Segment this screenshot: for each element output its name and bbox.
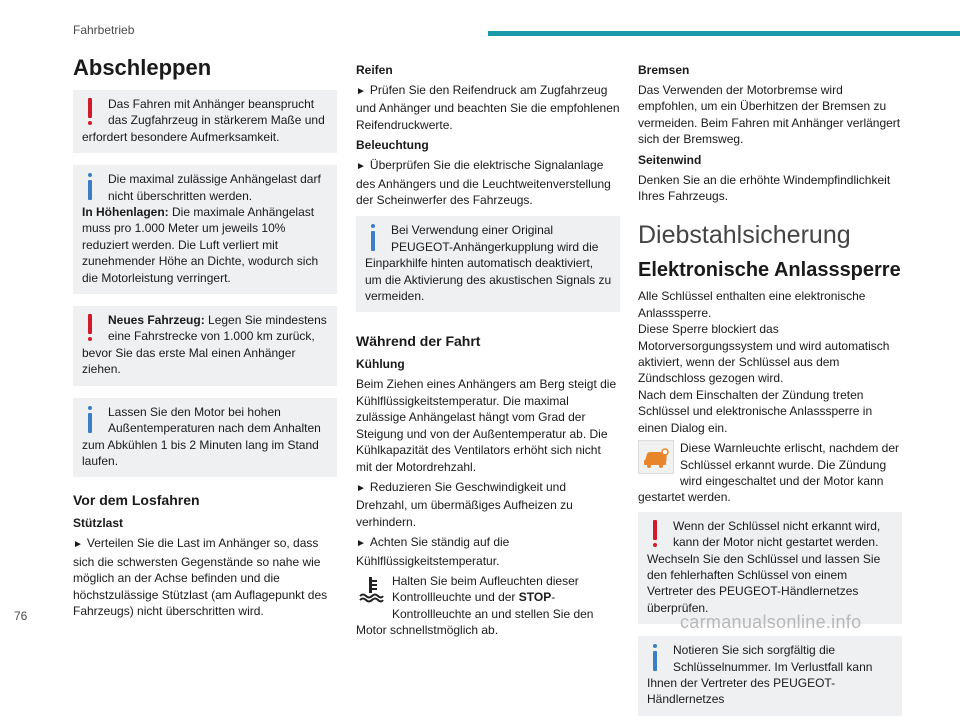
heading-elektronische-anlasssperre: Elektronische Anlasssperre — [638, 259, 901, 282]
info-text: Notieren Sie sich sorgfältig die Schlüsselnummer. Im Verlustfall kann Ihnen der Vertreter des PEUGEOT-Händlernetzes — [647, 643, 873, 707]
bullet-beleuchtung: ► Überprüfen Sie die elektrische Signalanlage des Anhängers und die Leuchtweitenverstellung der Scheinwerfer des Fahrzeugs. — [356, 158, 611, 208]
bullet-watch-temp: ► Achten Sie ständig auf die Kühlflüssigkeitstemperatur. — [356, 535, 510, 568]
warning-box-trailer — [73, 90, 337, 153]
warning-box-key-not-recognized — [638, 512, 902, 624]
bullet-stuetzlast: ► Verteilen Sie die Last im Anhänger so, dass sich die schwersten Gegenstände so nahe wie möglich an der Achse befinden und die höchstzulässige Stützlast (am Auflagepunkt des Fahrzeugs) nicht überschritten wird. — [73, 536, 328, 618]
coolant-warning-row: Halten Sie beim Aufleuchten dieser Kontrollleuchte und der STOP-Kontrollleuchte an und stellen Sie den Motor schnellstmöglich ab. — [356, 573, 594, 638]
column-1 — [73, 54, 337, 623]
paragraph-anlass-2: Diese Sperre blockiert das Motorversorgungssystem und wird automatisch aktiviert, wenn der Schlüssel aus dem Zündschloss gezogen wird. — [638, 322, 890, 386]
arrow-bullet-icon: ► — [356, 86, 366, 97]
paragraph-anlass-1: Alle Schlüssel enthalten eine elektronische Anlasssperre. — [638, 289, 866, 320]
info-icon — [647, 642, 667, 674]
arrow-bullet-icon: ► — [73, 539, 83, 551]
section-title-diebstahlsicherung: Diebstahlsicherung — [638, 221, 851, 250]
info-box-key-number — [638, 636, 902, 716]
info-icon — [365, 222, 385, 254]
info-text-continued: Die maximale Anhängelast muss pro 1.000 Meter um jeweils 10% reduziert werden. Die Luft verliert mit zunehmender Höhe an Dichte, wodurch sich die Motorleistung verringert. — [82, 205, 319, 285]
warning-bold-label: Neues Fahrzeug: — [108, 313, 205, 328]
header-accent-bar — [488, 31, 960, 36]
section-title-abschleppen: Abschleppen — [73, 55, 212, 80]
warning-box-new-vehicle — [73, 306, 337, 386]
info-text: Bei Verwendung einer Original PEUGEOT-Anhängerkupplung wird die Einparkhilfe hinten automatisch deaktiviert, um die Aktivierung des akustischen Signals zu vermeiden. — [365, 223, 612, 304]
heading-bremsen: Bremsen — [638, 63, 690, 77]
bullet-reduce-speed: ► Reduzieren Sie Geschwindigkeit und Drehzahl, um übermäßiges Aufheizen zu verhindern. — [356, 479, 573, 529]
info-text: Die maximal zulässige Anhängelast darf nicht überschritten werden. — [108, 172, 321, 203]
header-section-title: Fahrbetrieb — [73, 23, 135, 37]
watermark: carmanualsonline.info — [680, 612, 862, 632]
warning-text: Legen Sie mindestens eine Fahrstrecke von 1.000 km zurück, bevor Sie das erste Mal einen Anhänger ziehen. — [82, 313, 327, 377]
heading-waehrend-der-fahrt: Während der Fahrt — [356, 333, 481, 350]
warning-icon — [82, 312, 102, 344]
warning-text: Wenn der Schlüssel nicht erkannt wird, kann der Motor nicht gestartet werden. Wechseln Sie den Schlüssel und lassen Sie den fehlerhaften Schlüssel von einem Vertreter des PEUGEOT-Händlernetzes überprüfen. — [647, 518, 881, 615]
warning-icon — [82, 96, 102, 128]
info-icon — [82, 171, 102, 203]
bullet-reifen: ► Prüfen Sie den Reifendruck am Zugfahrzeug und Anhänger und beachten Sie die empfohlenen Reifendruckwerte. — [356, 83, 620, 132]
page-number: 76 — [14, 609, 28, 623]
info-text: Lassen Sie den Motor bei hohen Außentemperaturen nach dem Anhalten zum Abkühlen 1 bis 2 Minuten lang im Stand laufen. — [82, 404, 321, 468]
immobiliser-warning-icon — [638, 440, 674, 474]
warning-icon — [647, 518, 667, 550]
heading-kuehlung: Kühlung — [356, 357, 405, 372]
heading-seitenwind: Seitenwind — [638, 152, 702, 167]
info-icon — [82, 404, 102, 436]
coolant-temperature-icon — [356, 573, 386, 605]
arrow-bullet-icon: ► — [356, 482, 366, 494]
arrow-bullet-icon: ► — [356, 538, 366, 550]
paragraph-seitenwind: Denken Sie an die erhöhte Windempfindlichkeit Ihres Fahrzeugs. — [638, 172, 891, 204]
column-2 — [356, 58, 620, 643]
paragraph-anlass-3: Nach dem Einschalten der Zündung treten Schlüssel und elektronische Anlasssperre in einen Dialog ein. — [638, 387, 873, 435]
info-box-load — [73, 165, 337, 294]
immobiliser-warning-row: Diese Warnleuchte erlischt, nachdem der Schlüssel erkannt wurde. Die Zündung wird eingeschaltet und der Motor kann gestartet werden. — [638, 441, 899, 505]
arrow-bullet-icon: ► — [356, 161, 366, 173]
heading-vor-dem-losfahren: Vor dem Losfahren — [73, 492, 200, 509]
paragraph-kuehlung: Beim Ziehen eines Anhängers am Berg steigt die Kühlflüssigkeitstemperatur. Die maximal zulässige Anhängelast hängt vom Grad der Steigung und von der Außentemperatur ab. Die Kühlkapazität des Ventilators erhöht sich nicht mit der Motordrehzahl. — [356, 377, 617, 474]
paragraph-bremsen: Das Verwenden der Motorbremse wird empfohlen, um ein Überhitzen der Bremsen zu vermeiden. Beim Fahren mit Anhänger verlängert sich der Bremsweg. — [638, 83, 901, 147]
heading-reifen: Reifen — [356, 63, 393, 77]
info-bold-label: In Höhenlagen: — [82, 205, 169, 220]
heading-beleuchtung: Beleuchtung — [356, 138, 429, 153]
warning-text: Das Fahren mit Anhänger beansprucht das Zugfahrzeug in stärkerem Maße und erfordert besondere Aufmerksamkeit. — [82, 97, 325, 144]
info-box-cooling — [73, 398, 337, 478]
heading-stuetzlast: Stützlast — [73, 516, 124, 531]
info-box-parking-aid — [356, 216, 620, 312]
